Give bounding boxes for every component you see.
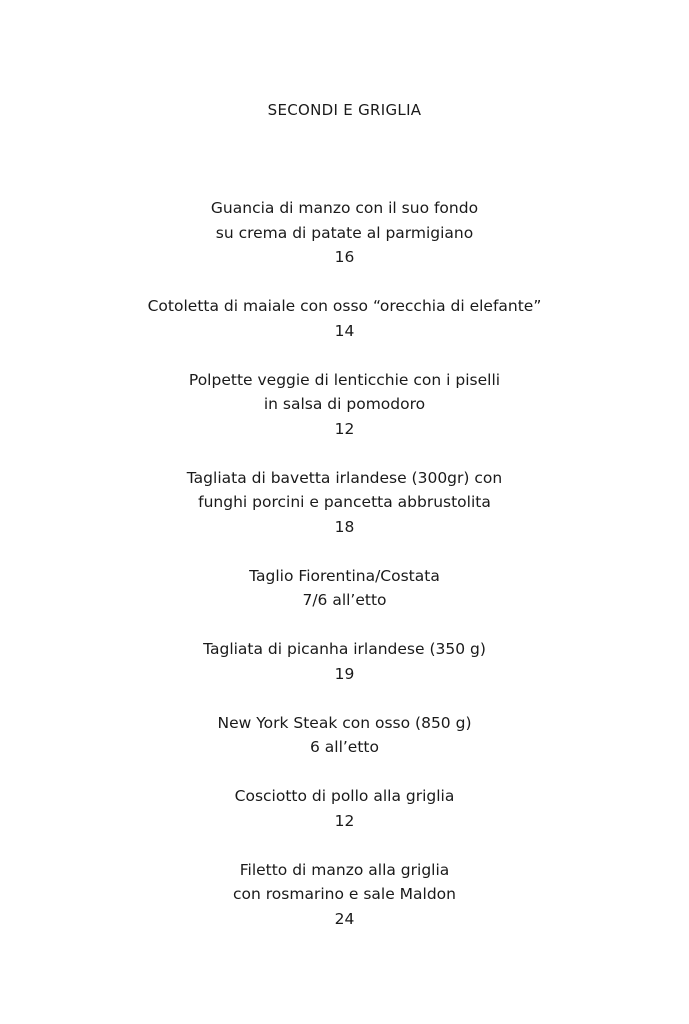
dish-name-line: Guancia di manzo con il suo fondo bbox=[210, 199, 479, 217]
section-title: SECONDI E GRIGLIA bbox=[267, 101, 422, 119]
dish-name-line: Tagliata di bavetta irlandese (300gr) con bbox=[186, 468, 503, 487]
dish-item bbox=[0, 294, 689, 343]
dish-name-line: Tagliata di picanha irlandese (350 g) bbox=[203, 640, 486, 658]
dish-item bbox=[0, 858, 689, 932]
dish-name-line: con rosmarino e sale Maldon bbox=[233, 885, 456, 903]
dish-item bbox=[0, 784, 689, 833]
dish-name-line: Polpette veggie di lenticchie con i piselli bbox=[188, 370, 501, 389]
dish-price: 19 bbox=[334, 664, 355, 683]
dish-list bbox=[0, 196, 689, 956]
dish-name-line: in salsa di pomodoro bbox=[263, 395, 426, 413]
dish-item bbox=[0, 637, 689, 686]
dish-name-line: Taglio Fiorentina/Costata bbox=[249, 566, 440, 585]
dish-price: 24 bbox=[334, 909, 355, 928]
dish-name-line: su crema di patate al parmigiano bbox=[215, 223, 474, 242]
dish-price: 6 all’etto bbox=[309, 738, 379, 756]
dish-price: 12 bbox=[334, 419, 355, 438]
dish-item bbox=[0, 564, 689, 613]
dish-name-line: funghi porcini e pancetta abbrustolita bbox=[198, 493, 491, 511]
dish-price: 7/6 all’etto bbox=[302, 591, 387, 609]
dish-item bbox=[0, 368, 689, 442]
dish-name-line: Filetto di manzo alla griglia bbox=[239, 860, 450, 879]
dish-name-line: New York Steak con osso (850 g) bbox=[217, 713, 472, 732]
dish-name-line: Cosciotto di pollo alla griglia bbox=[234, 787, 455, 805]
dish-price: 16 bbox=[334, 248, 355, 266]
dish-item bbox=[0, 466, 689, 540]
dish-price: 14 bbox=[334, 321, 355, 340]
dish-price: 18 bbox=[334, 517, 355, 536]
dish-item bbox=[0, 196, 689, 270]
dish-price: 12 bbox=[334, 811, 355, 830]
dish-name-line: Cotoletta di maiale con osso “orecchia di elefante” bbox=[147, 297, 542, 315]
dish-item bbox=[0, 711, 689, 760]
